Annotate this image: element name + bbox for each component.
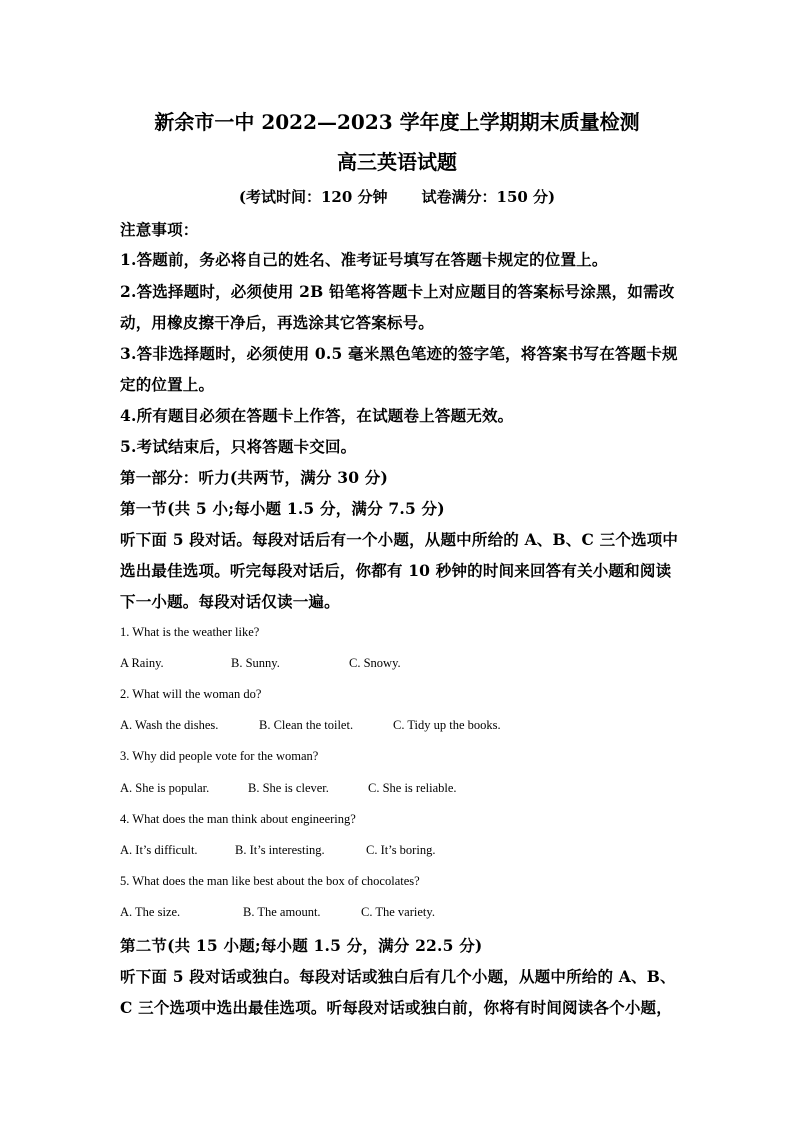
option-b: B. Clean the toilet. [259, 718, 354, 732]
question-options [120, 656, 401, 671]
option-a: A. The size. [120, 905, 181, 919]
option-b: B. Sunny. [231, 656, 280, 670]
question-stem: 4. What does the man think about engineering? [120, 812, 356, 826]
section1-instruction: 选出最佳选项。听完每段对话后，你都有 10 秒钟的时间来回答有关小题和阅读 [120, 561, 672, 580]
note-item: 动，用橡皮擦干净后，再选涂其它答案标号。 [120, 313, 435, 332]
section2-instruction: 听下面 5 段对话或独白。每段对话或独白后有几个小题，从题中所给的 A、B、 [120, 967, 676, 986]
option-c: C. Tidy up the books. [393, 718, 501, 732]
note-item: 定的位置上。 [120, 375, 215, 394]
section1-instruction: 听下面 5 段对话。每段对话后有一个小题，从题中所给的 A、B、C 三个选项中 [120, 530, 679, 549]
exam-title: 新余市一中 2022—2023 学年度上学期期末质量检测 [154, 110, 640, 134]
exam-subtitle: 高三英语试题 [337, 150, 457, 174]
question-options [120, 905, 435, 920]
option-c: C. Snowy. [349, 656, 401, 670]
note-item: 3.答非选择题时，必须使用 0.5 毫米黑色笔迹的签字笔，将答案书写在答题卡规 [120, 344, 678, 363]
question-stem: 2. What will the woman do? [120, 687, 262, 701]
question-options [120, 843, 435, 858]
note-item: 5.考试结束后，只将答题卡交回。 [120, 437, 357, 456]
question-options [120, 781, 457, 796]
section2-heading: 第二节(共 15 小题;每小题 1.5 分，满分 22.5 分) [120, 936, 483, 955]
section2-instruction: C 三个选项中选出最佳选项。听每段对话或独白前，你将有时间阅读各个小题， [120, 998, 672, 1017]
option-a: A. It’s difficult. [120, 843, 198, 857]
question-stem: 3. Why did people vote for the woman? [120, 749, 319, 763]
exam-info [0, 186, 794, 207]
option-b: B. The amount. [243, 905, 321, 919]
note-item: 4.所有题目必须在答题卡上作答，在试题卷上答题无效。 [120, 406, 514, 425]
option-a: A. Wash the dishes. [120, 718, 219, 732]
option-c: C. The variety. [361, 905, 435, 919]
question-stem: 1. What is the weather like? [120, 625, 260, 639]
exam-time: (考试时间：120 分钟 [238, 188, 388, 206]
notes-heading: 注意事项： [120, 220, 199, 239]
option-a: A. She is popular. [120, 781, 210, 795]
question-options [120, 718, 501, 733]
note-item: 1.答题前，务必将自己的姓名、准考证号填写在答题卡规定的位置上。 [120, 250, 608, 269]
section1-instruction: 下一小题。每段对话仅读一遍。 [120, 592, 340, 611]
section1-heading: 第一节(共 5 小;每小题 1.5 分，满分 7.5 分) [120, 499, 445, 518]
option-b: B. It’s interesting. [235, 843, 325, 857]
option-c: C. She is reliable. [368, 781, 457, 795]
option-c: C. It’s boring. [366, 843, 436, 857]
option-a: A Rainy. [120, 656, 164, 670]
option-b: B. She is clever. [248, 781, 329, 795]
note-item: 2.答选择题时，必须使用 2B 铅笔将答题卡上对应题目的答案标号涂黑，如需改 [120, 282, 675, 301]
exam-score: 试卷满分：150 分) [421, 188, 556, 206]
part1-heading: 第一部分：听力(共两节，满分 30 分) [120, 468, 389, 487]
question-stem: 5. What does the man like best about the box of chocolates? [120, 874, 420, 888]
